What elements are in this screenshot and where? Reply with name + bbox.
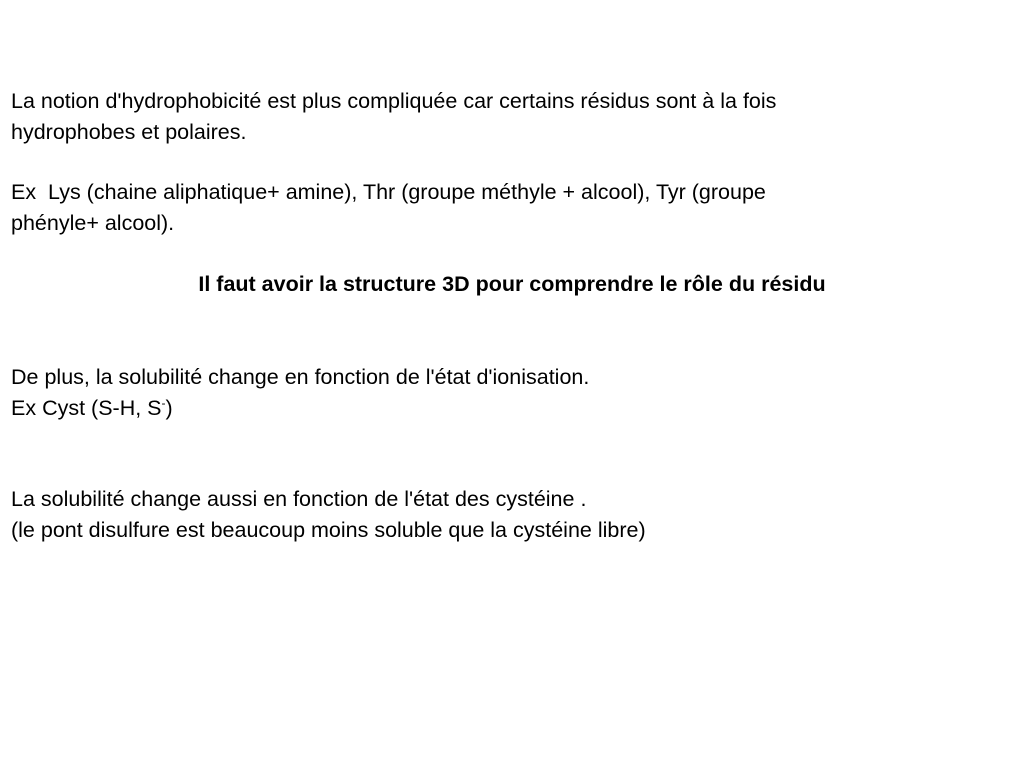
hydrophobicity-paragraph	[11, 86, 1011, 147]
ionisation-paragraph	[11, 362, 1011, 423]
ionisation-line-2-prefix: Ex Cyst (S-H, S	[11, 395, 162, 420]
examples-paragraph	[11, 177, 1011, 238]
ionisation-line-1: De plus, la solubilité change en fonction de l'état d'ionisation.	[11, 365, 590, 389]
cysteine-line-1: La solubilité change aussi en fonction de l'état des cystéine .	[11, 487, 587, 511]
ionisation-line-2	[11, 393, 1011, 424]
examples-line-2: phényle+ alcool).	[11, 210, 175, 235]
cysteine-paragraph	[11, 484, 1011, 545]
hydrophobicity-line-2: hydrophobes et polaires.	[11, 119, 247, 144]
ionisation-superscript: -	[161, 395, 166, 410]
cysteine-line-2: (le pont disulfure est beaucoup moins soluble que la cystéine libre)	[11, 517, 646, 542]
examples-line-1: Ex Lys (chaine aliphatique+ amine), Thr (groupe méthyle + alcool), Tyr (groupe	[11, 180, 766, 204]
hydrophobicity-line-1: La notion d'hydrophobicité est plus compliquée car certains résidus sont à la fois	[11, 89, 777, 113]
structure-emphasis-heading: Il faut avoir la structure 3D pour comprendre le rôle du résidu	[198, 272, 826, 296]
ionisation-line-2-suffix: )	[165, 395, 173, 420]
